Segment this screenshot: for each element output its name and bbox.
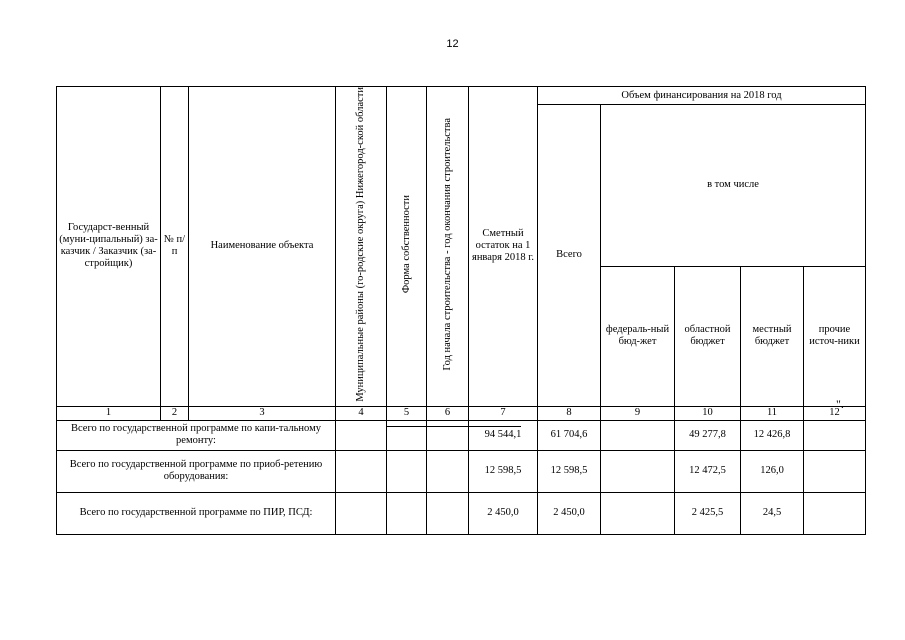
table-row [57,420,866,450]
header-including: в том числе [601,105,866,267]
empty-cell [427,450,469,492]
header-customer: Государст-венный (муни-ципальный) за-казчик / Заказчик (за-стройщик) [57,87,161,407]
header-funding: Объем финансирования на 2018 год [538,87,866,105]
row-total: 2 450,0 [538,492,601,534]
closing-quote: ". [836,397,844,411]
header-ownership [387,87,427,407]
column-number: 6 [427,406,469,420]
header-years [427,87,469,407]
empty-cell [336,450,387,492]
column-number: 4 [336,406,387,420]
empty-cell [387,450,427,492]
row-label: Всего по государственной программе по капи-тальному ремонту: [57,420,336,450]
empty-cell [336,492,387,534]
header-regional: областной бюджет [675,266,741,406]
row-federal [601,492,675,534]
divider-line [386,426,521,427]
column-number: 1 [57,406,161,420]
row-federal [601,420,675,450]
header-districts-text: Муниципальные районы (го-родские округа) Нижегород-ской области [355,87,366,402]
row-regional: 49 277,8 [675,420,741,450]
empty-cell [387,492,427,534]
header-local: местный бюджет [741,266,804,406]
row-other [804,450,866,492]
row-estimate: 12 598,5 [469,450,538,492]
header-estimate: Сметный остаток на 1 января 2018 г. [469,87,538,407]
header-object-name: Наименование объекта [189,87,336,407]
header-years-text: Год начала строительства - год окончания строительства [441,118,453,371]
row-regional: 12 472,5 [675,450,741,492]
column-number: 3 [189,406,336,420]
row-total: 12 598,5 [538,450,601,492]
header-number: № п/п [161,87,189,407]
empty-cell [427,420,469,450]
financing-table [56,86,866,535]
row-total: 61 704,6 [538,420,601,450]
row-local: 126,0 [741,450,804,492]
column-number: 10 [675,406,741,420]
empty-cell [427,492,469,534]
row-federal [601,450,675,492]
table-row [57,450,866,492]
header-districts [336,87,387,407]
row-label: Всего по государственной программе по ПИР, ПСД: [57,492,336,534]
row-local: 12 426,8 [741,420,804,450]
column-number: 12 [804,406,866,420]
header-total: Всего [538,105,601,407]
table-row [57,492,866,534]
row-other [804,420,866,450]
empty-cell [336,420,387,450]
empty-cell [387,420,427,450]
row-estimate: 2 450,0 [469,492,538,534]
column-number: 9 [601,406,675,420]
row-local: 24,5 [741,492,804,534]
header-other: прочие источ-ники [804,266,866,406]
row-estimate: 94 544,1 [469,420,538,450]
column-number: 8 [538,406,601,420]
row-other [804,492,866,534]
header-ownership-text: Форма собственности [400,195,412,294]
column-number: 11 [741,406,804,420]
column-number-row [57,406,866,420]
column-number: 5 [387,406,427,420]
header-federal: федераль-ный бюд-жет [601,266,675,406]
column-number: 2 [161,406,189,420]
column-number: 7 [469,406,538,420]
row-label: Всего по государственной программе по приоб-ретению оборудования: [57,450,336,492]
page-number: 12 [446,38,459,50]
row-regional: 2 425,5 [675,492,741,534]
